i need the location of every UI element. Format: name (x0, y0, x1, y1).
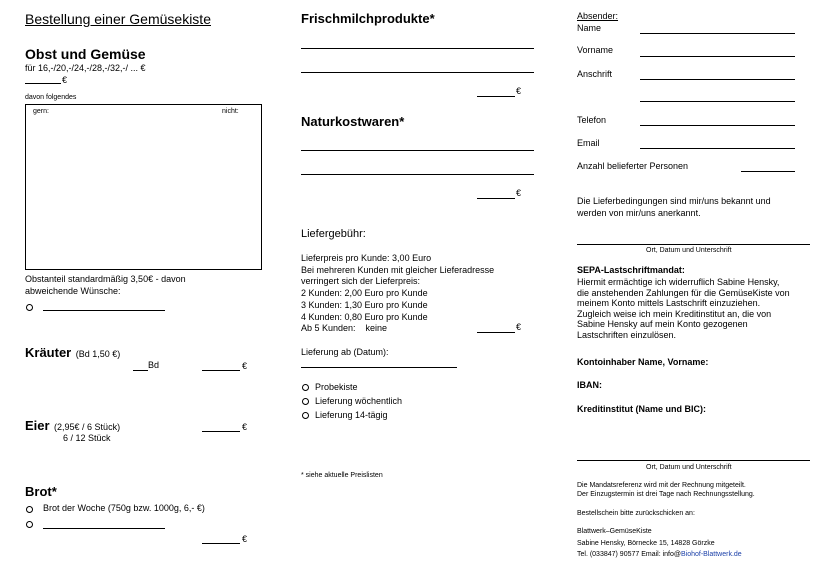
brot-other-field[interactable] (43, 528, 165, 529)
liefer-heading: Liefergebühr: (301, 228, 366, 240)
anschrift-field-2[interactable] (640, 101, 795, 102)
woechentlich-label: Lieferung wöchentlich (315, 396, 403, 406)
ort-datum-label: Ort, Datum und Unterschrift (646, 247, 732, 254)
natur-line-2[interactable] (301, 174, 534, 175)
sepa-line: Hiermit ermächtige ich widerruflich Sabine Hensky, (577, 277, 780, 287)
name-label: Name (577, 23, 602, 33)
liefer-line: Lieferpreis pro Kunde: 3,00 Euro (301, 253, 432, 263)
kraeuter-title: Kräuter (25, 345, 72, 360)
address-line-2: Sabine Hensky, Börnecke 15, 14828 Görzke (577, 540, 715, 547)
address-line-1: Blattwerk–GemüseKiste (577, 528, 652, 535)
brot-euro: € (242, 534, 248, 544)
obst-heading: Obst und Gemüse (25, 46, 146, 62)
vorname-label: Vorname (577, 45, 614, 55)
zurueck-text: Bestellschein bitte zurückschicken an: (577, 510, 695, 517)
bedingungen-text-2: werden von mir/uns anerkannt. (577, 208, 701, 218)
mandat-text-2: Der Einzugstermin ist drei Tage nach Rechnungsstellung. (577, 491, 755, 498)
telefon-field[interactable] (640, 125, 795, 126)
brot-option-1: Brot der Woche (750g bzw. 1000g, 6,- €) (43, 503, 205, 513)
ab5-label: Ab 5 Kunden: (301, 323, 356, 334)
eier-options: 6 / 12 Stück (63, 433, 111, 443)
lieferung-ab-label: Lieferung ab (Datum): (301, 347, 389, 357)
liefer-line (301, 323, 494, 335)
name-field[interactable] (640, 33, 795, 34)
tel-email-text: Tel. (033847) 90577 Email: info@ (577, 551, 681, 558)
obst-prices: für 16,-/20,-/24,-/28,-/32,-/ ... € (25, 63, 146, 73)
natur-amount-field[interactable] (477, 198, 515, 199)
iban-label: IBAN: (577, 380, 602, 390)
obst-amount-field[interactable] (25, 83, 61, 84)
brot-radio-1[interactable] (26, 506, 33, 513)
14taegig-label: Lieferung 14-tägig (315, 410, 388, 420)
woechentlich-radio[interactable] (302, 398, 309, 405)
sepa-line: die anstehenden Zahlungen für die GemüseKiste von (577, 287, 790, 298)
liefer-line: 3 Kunden: 1,30 Euro pro Kunde (301, 299, 428, 310)
signature-line-2[interactable] (577, 460, 810, 461)
bedingungen-text: Die Lieferbedingungen sind mir/uns bekannt und (577, 196, 771, 206)
mandat-text: Die Mandatsreferenz wird mit der Rechnung mitgeteilt. (577, 482, 746, 489)
anzahl-field[interactable] (741, 171, 795, 172)
email-link[interactable]: Biohof-Blattwerk.de (681, 551, 742, 558)
vorname-field[interactable] (640, 56, 795, 57)
sepa-text (577, 277, 790, 341)
natur-euro: € (516, 188, 522, 198)
obst-euro: € (62, 75, 68, 85)
obstanteil-field[interactable] (43, 310, 165, 311)
wishes-box[interactable] (25, 104, 262, 270)
telefon-label: Telefon (577, 115, 607, 125)
contact-line (577, 551, 742, 558)
lieferung-ab-field[interactable] (301, 367, 457, 368)
davon-label: davon folgendes (25, 94, 77, 101)
eier-title: Eier (25, 418, 50, 433)
ort-datum-label-2: Ort, Datum und Unterschrift (646, 464, 732, 471)
eier-price: (2,95€ / 6 Stück) (54, 422, 121, 432)
liefer-euro: € (516, 322, 522, 332)
liefer-line: 2 Kunden: 2,00 Euro pro Kunde (301, 288, 428, 299)
obstanteil-text-2: abweichende Wünsche: (25, 286, 121, 296)
frisch-line-2[interactable] (301, 72, 534, 73)
signature-line-1[interactable] (577, 244, 810, 245)
liefer-line: Bei mehreren Kunden mit gleicher Lieferadresse (301, 264, 495, 275)
brot-amount-field[interactable] (202, 543, 240, 544)
sepa-line: Zugleich weise ich mein Kreditinstitut an, die von (577, 308, 772, 319)
natur-heading: Naturkostwaren* (301, 114, 405, 129)
frisch-heading: Frischmilchprodukte* (301, 11, 435, 26)
anzahl-label: Anzahl belieferter Personen (577, 161, 689, 171)
sepa-heading: SEPA-Lastschriftmandat: (577, 265, 685, 275)
natur-line-1[interactable] (301, 150, 534, 151)
eier-euro: € (242, 422, 248, 432)
email-label: Email (577, 138, 600, 148)
sepa-line: meinem Konto mittels Lastschrift einzuziehen. (577, 298, 761, 309)
liefer-line: 4 Kunden: 0,80 Euro pro Kunde (301, 311, 428, 322)
kraeuter-heading (25, 344, 120, 362)
kontoinhaber-label: Kontoinhaber Name, Vorname: (577, 357, 709, 367)
page-title: Bestellung einer Gemüsekiste (25, 11, 211, 27)
probekiste-label: Probekiste (315, 382, 358, 392)
absender-label: Absender: (577, 11, 619, 21)
footnote: * siehe aktuelle Preislisten (301, 472, 383, 479)
probekiste-radio[interactable] (302, 384, 309, 391)
liefer-amount-field[interactable] (477, 332, 515, 333)
kraeuter-amount-field[interactable] (202, 370, 240, 371)
email-field[interactable] (640, 148, 795, 149)
liefer-line: verringert sich der Lieferpreis: (301, 276, 421, 287)
nicht-label: nicht: (222, 108, 239, 115)
frisch-line-1[interactable] (301, 48, 534, 49)
brot-radio-2[interactable] (26, 521, 33, 528)
brot-heading: Brot* (25, 484, 57, 499)
anschrift-field-1[interactable] (640, 79, 795, 80)
kreditinstitut-label: Kreditinstitut (Name und BIC): (577, 404, 706, 414)
keine-label: keine (365, 323, 388, 334)
liefer-lines (301, 253, 494, 335)
frisch-amount-field[interactable] (477, 96, 515, 97)
gern-label: gern: (33, 108, 49, 115)
kraeuter-price: (Bd 1,50 €) (75, 349, 121, 359)
eier-amount-field[interactable] (202, 431, 240, 432)
sepa-line: Lastschriften einzulösen. (577, 329, 677, 340)
obstanteil-text: Obstanteil standardmäßig 3,50€ - davon (25, 274, 186, 284)
14taegig-radio[interactable] (302, 412, 309, 419)
anschrift-label: Anschrift (577, 69, 613, 79)
sepa-line: Sabine Hensky auf mein Konto gezogenen (577, 319, 748, 330)
obstanteil-radio[interactable] (26, 304, 33, 311)
kraeuter-euro: € (242, 361, 248, 371)
kraeuter-bd-field[interactable] (133, 370, 148, 371)
kraeuter-bd-label: Bd (148, 360, 160, 370)
frisch-euro: € (516, 86, 522, 96)
